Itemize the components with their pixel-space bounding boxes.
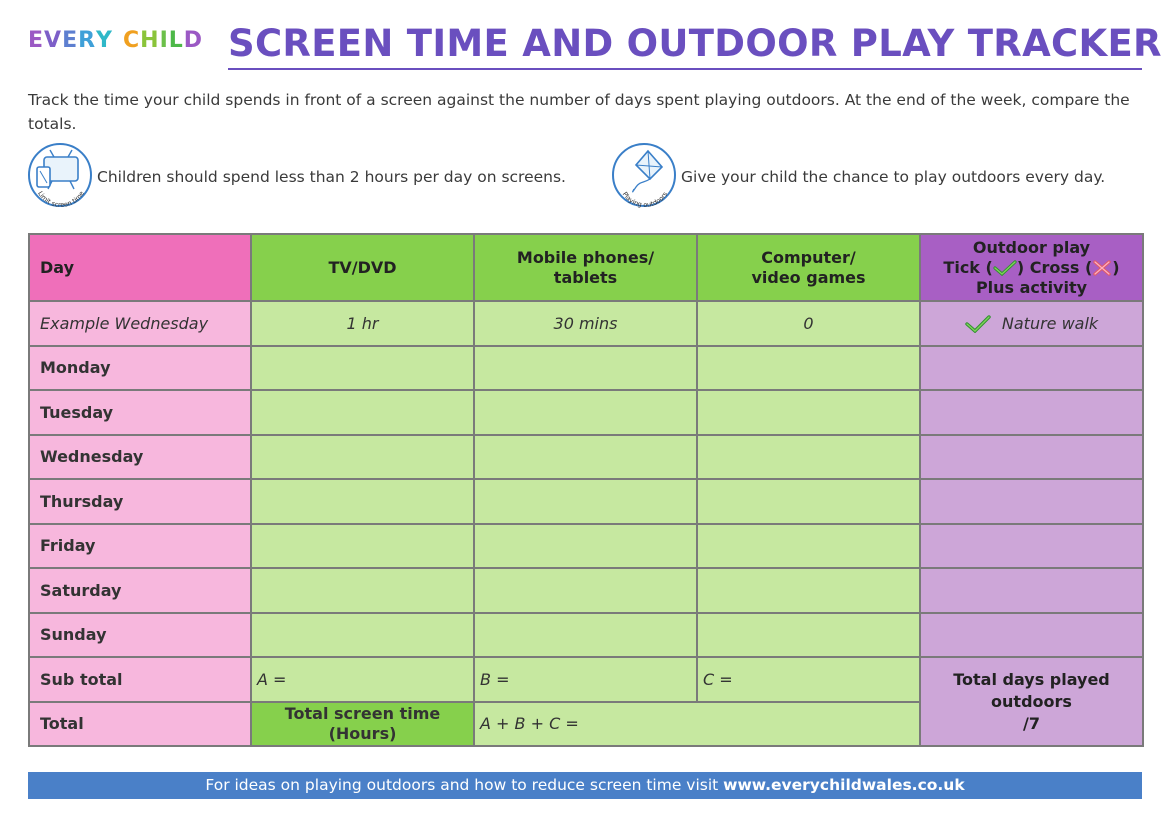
total-screen-time-label xyxy=(251,702,474,747)
outdoor-cell[interactable] xyxy=(920,346,1143,391)
logo-letter: I xyxy=(159,28,169,53)
header-computer xyxy=(697,234,920,301)
tv-tablet-icon xyxy=(26,143,94,211)
logo-letter: C xyxy=(122,28,141,53)
title-underline xyxy=(228,68,1142,70)
logo-letter: D xyxy=(183,28,204,53)
header-outdoor xyxy=(920,234,1143,301)
subtotal-c[interactable]: C = xyxy=(697,657,920,702)
day-row xyxy=(29,613,1143,658)
every-child-logo xyxy=(28,28,203,53)
day-row xyxy=(29,390,1143,435)
example-row xyxy=(29,301,1143,346)
tv-cell[interactable] xyxy=(251,435,474,480)
outdoor-cell[interactable] xyxy=(920,435,1143,480)
example-day: Example Wednesday xyxy=(29,301,251,346)
mobile-cell[interactable] xyxy=(474,479,697,524)
intro-text: Track the time your child spends in front of a screen against the number of days spent playing outdoors. At the end of the week, compare the totals. xyxy=(28,91,1130,133)
total-days-label: Total days played outdoors xyxy=(953,669,1110,711)
footer-text: For ideas on playing outdoors and how to reduce screen time visit xyxy=(205,776,724,794)
tracker-table xyxy=(28,233,1144,747)
tip-screen-time xyxy=(26,142,566,212)
tip-text-outdoors: Give your child the chance to play outdoors every day. xyxy=(681,168,1106,186)
page-title: SCREEN TIME AND OUTDOOR PLAY TRACKER xyxy=(228,22,1162,65)
mobile-cell[interactable] xyxy=(474,524,697,569)
total-formula[interactable]: A + B + C = xyxy=(474,702,920,747)
logo-letter: L xyxy=(168,28,184,53)
logo-letter: H xyxy=(140,28,160,53)
day-label: Tuesday xyxy=(29,390,251,435)
subtotal-b[interactable]: B = xyxy=(474,657,697,702)
tip-text-screens: Children should spend less than 2 hours per day on screens. xyxy=(97,168,566,186)
tv-cell[interactable] xyxy=(251,524,474,569)
subtotal-label: Sub total xyxy=(29,657,251,702)
mobile-cell[interactable] xyxy=(474,390,697,435)
logo-letter: R xyxy=(78,28,97,53)
total-screen-time-text: Total screen time (Hours) xyxy=(284,703,441,743)
cross-label: ) Cross ( xyxy=(1016,257,1093,277)
day-row xyxy=(29,435,1143,480)
computer-cell[interactable] xyxy=(697,390,920,435)
footer-link[interactable]: www.everychildwales.co.uk xyxy=(723,776,965,794)
day-label: Saturday xyxy=(29,568,251,613)
computer-cell[interactable] xyxy=(697,346,920,391)
tick-icon xyxy=(965,315,991,333)
example-activity: Nature walk xyxy=(1001,313,1099,333)
day-label: Friday xyxy=(29,524,251,569)
computer-cell[interactable] xyxy=(697,613,920,658)
day-row xyxy=(29,524,1143,569)
day-row xyxy=(29,346,1143,391)
mobile-cell[interactable] xyxy=(474,435,697,480)
day-label: Wednesday xyxy=(29,435,251,480)
day-label: Monday xyxy=(29,346,251,391)
computer-cell[interactable] xyxy=(697,524,920,569)
tip-icon-caption: Limit screen time xyxy=(36,189,86,209)
computer-cell[interactable] xyxy=(697,479,920,524)
header-outdoor-tickcross xyxy=(921,258,1142,278)
outdoor-cell[interactable] xyxy=(920,479,1143,524)
header-mobile-label: Mobile phones/ tablets xyxy=(516,247,655,287)
header-outdoor-activity: Plus activity xyxy=(975,277,1088,297)
example-computer: 0 xyxy=(697,301,920,346)
tv-cell[interactable] xyxy=(251,613,474,658)
mobile-cell[interactable] xyxy=(474,346,697,391)
tv-cell[interactable] xyxy=(251,479,474,524)
tip-icon-caption: Playing outdoors xyxy=(620,190,670,209)
tv-cell[interactable] xyxy=(251,390,474,435)
footer-banner xyxy=(28,772,1142,799)
mobile-cell[interactable] xyxy=(474,613,697,658)
logo-letter: V xyxy=(44,28,63,53)
day-label: Sunday xyxy=(29,613,251,658)
header-day: Day xyxy=(29,234,251,301)
logo-letter: E xyxy=(28,28,45,53)
subtotal-row xyxy=(29,657,1143,702)
tv-cell[interactable] xyxy=(251,346,474,391)
example-outdoor xyxy=(920,301,1143,346)
computer-cell[interactable] xyxy=(697,568,920,613)
header-row xyxy=(29,234,1143,301)
total-days-suffix: /7 xyxy=(1023,713,1040,733)
tick-label: Tick ( xyxy=(943,257,993,277)
header-outdoor-title: Outdoor play xyxy=(972,237,1091,257)
example-tv: 1 hr xyxy=(251,301,474,346)
subtotal-a[interactable]: A = xyxy=(251,657,474,702)
cross-icon xyxy=(1092,260,1112,276)
logo-letter: Y xyxy=(96,28,113,53)
total-days-outdoors[interactable] xyxy=(920,657,1143,746)
computer-cell[interactable] xyxy=(697,435,920,480)
outdoor-cell[interactable] xyxy=(920,568,1143,613)
header-tv: TV/DVD xyxy=(251,234,474,301)
tip-outdoor-play xyxy=(610,142,1105,212)
total-label: Total xyxy=(29,702,251,747)
example-mobile: 30 mins xyxy=(474,301,697,346)
day-row xyxy=(29,479,1143,524)
day-label: Thursday xyxy=(29,479,251,524)
header-computer-label: Computer/ video games xyxy=(751,247,866,287)
outdoor-cell[interactable] xyxy=(920,524,1143,569)
day-row xyxy=(29,568,1143,613)
outdoor-cell[interactable] xyxy=(920,390,1143,435)
tick-icon xyxy=(993,260,1017,276)
tv-cell[interactable] xyxy=(251,568,474,613)
header-mobile xyxy=(474,234,697,301)
mobile-cell[interactable] xyxy=(474,568,697,613)
close-paren: ) xyxy=(1112,257,1120,277)
outdoor-cell[interactable] xyxy=(920,613,1143,658)
logo-letter: E xyxy=(62,28,79,53)
kite-icon xyxy=(610,143,678,211)
